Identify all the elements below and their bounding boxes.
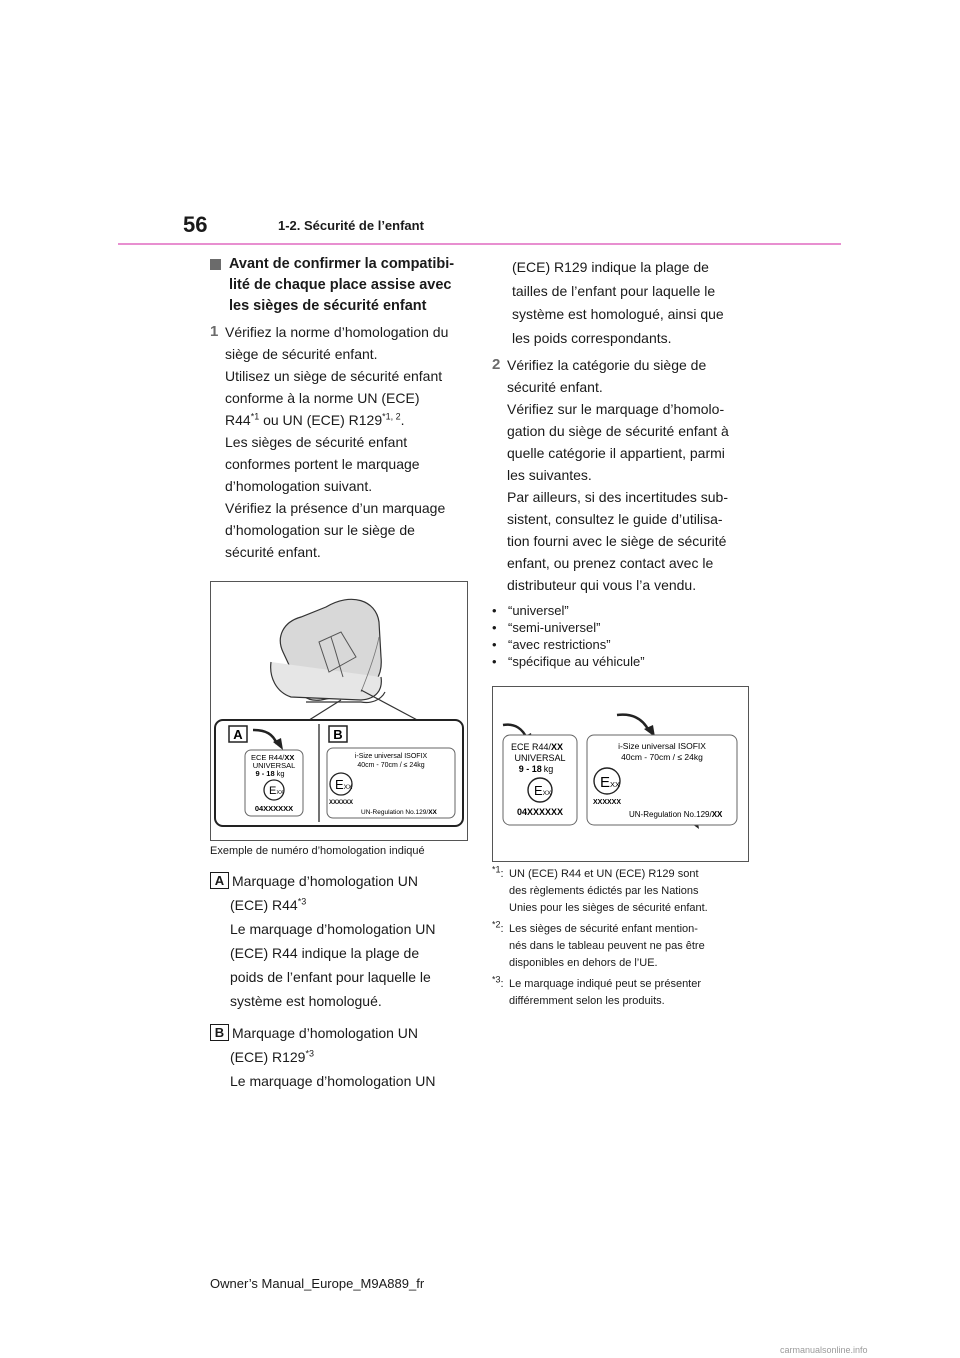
un-regulation-text: UN-Regulation No.129/XX xyxy=(361,809,437,816)
header-rule xyxy=(118,243,841,245)
ece-r44-text: ECE R44/XX xyxy=(511,742,564,752)
subheading-text: Avant de confirmer la compatibi- lité de chaque place assise avec les sièges de sécurité enfant xyxy=(229,256,455,314)
footnotes xyxy=(492,866,754,1010)
letter-a-box: A xyxy=(210,872,229,889)
watermark: carmanualsonline.info xyxy=(780,1345,868,1355)
list-item: • “avec restrictions” xyxy=(492,637,611,652)
subheading xyxy=(210,254,472,317)
step-number: 1 xyxy=(210,323,219,340)
label-a-marker: A xyxy=(233,727,243,742)
approval-label-figure xyxy=(210,581,468,841)
e-mark-large-text: EXX xyxy=(335,777,353,792)
letter-b-box: B xyxy=(210,1024,229,1041)
un-regulation-text: UN-Regulation No.129/XX xyxy=(629,810,723,819)
isize-range-text: 40cm - 70cm / ≤ 24kg xyxy=(357,762,425,769)
figure-caption: Exemple de numéro d’homologation indiqué xyxy=(210,845,425,857)
section-title: 1-2. Sécurité de l’enfant xyxy=(278,218,424,233)
right-column xyxy=(492,256,754,1010)
step-text: Vérifiez la catégorie du siège de sécurité enfant. Vérifiez sur le marquage d’homolo- gation du siège de sécurité enfant à quelle catégorie il appartient, parmi les suivantes. Par ailleurs, si des incertitudes sub- sistent, consultez le guide d’utilisa- tion fourni avec le siège de sécurité enfant, ou prenez contact avec le distributeur qui vous l’a vendu. xyxy=(507,357,729,593)
item-a-text: Marquage d’homologation UN xyxy=(232,873,418,889)
footnote-2: $^{*2}$: Les sièges de sécurité enfant mention- nés dans le tableau peuvent ne pas être disponibles en dehors de l’UE. xyxy=(492,919,705,969)
item-b xyxy=(210,1021,472,1045)
page-number: 56 xyxy=(183,212,208,237)
footnote-1: $^{*1}$: UN (ECE) R44 et UN (ECE) R129 sont des règlements édictés par les Nations Unies pour les sièges de sécurité enfant. xyxy=(492,864,708,914)
approval-label-figure-2 xyxy=(492,686,749,862)
step-number: 2 xyxy=(492,356,501,373)
step-2 xyxy=(492,354,754,596)
isize-title-text: i-Size universal ISOFIX xyxy=(618,741,706,751)
square-bullet-icon xyxy=(210,259,221,270)
approval-number-text: 04XXXXXX xyxy=(254,804,294,813)
ece-r44-text: ECE R44/XX xyxy=(251,753,295,762)
isize-range-text: 40cm - 70cm / ≤ 24kg xyxy=(621,752,703,762)
isize-code-text: XXXXXX xyxy=(329,800,354,806)
approval-number-text: 04XXXXXX xyxy=(516,807,564,817)
weight-text: 9 - 18 kg xyxy=(255,769,285,778)
isize-title-text: i-Size universal ISOFIX xyxy=(354,753,428,760)
universal-text: UNIVERSAL xyxy=(514,753,566,763)
list-item: • “spécifique au véhicule” xyxy=(492,654,645,669)
left-column xyxy=(210,254,472,1093)
e-mark-text: EXX xyxy=(269,785,284,797)
e-mark-text: EXX xyxy=(534,783,552,798)
footnote-3: $^{*3}$: Le marquage indiqué peut se présenter différemment selon les produits. xyxy=(492,974,702,1007)
child-seat-icon xyxy=(271,599,385,702)
weight-text: 9 - 18 kg xyxy=(518,764,554,774)
isize-code-text: XXXXXX xyxy=(593,799,622,806)
category-list xyxy=(492,602,754,670)
universal-text: UNIVERSAL xyxy=(252,761,296,770)
step-1 xyxy=(210,321,472,563)
approval-labels-illustration xyxy=(493,687,749,862)
manual-footer: Owner’s Manual_Europe_M9A889_fr xyxy=(210,1276,425,1291)
child-seat-illustration xyxy=(211,582,468,841)
list-item: • “semi-universel” xyxy=(492,620,601,635)
item-b-text: Marquage d’homologation UN xyxy=(232,1025,418,1041)
item-b-conclusion: (ECE) R129 indique la plage de tailles de l’enfant pour laquelle le système est homologué, ainsi que les poids correspondants. xyxy=(512,259,724,346)
e-mark-large-text: EXX xyxy=(600,774,621,791)
list-item: • “universel” xyxy=(492,603,569,618)
item-b-continued: (ECE) R129$^{*3}$ Le marquage d’homologation UN xyxy=(230,1048,436,1089)
step-text: Vérifiez la norme d’homologation du siège de sécurité enfant. Utilisez un siège de sécurité enfant conforme à la norme UN (ECE) R44$^{*1}$ ou UN (ECE) R129$^{*1, 2}$. Les sièges de sécurité enfant conformes portent le marquage d’homologation suivant. Vérifiez la présence d’un marquage d’homologation sur le siège de sécurité enfant. xyxy=(225,324,449,560)
item-a-continued: (ECE) R44$^{*3}$ Le marquage d’homologation UN (ECE) R44 indique la plage de poids de l’enfant pour laquelle le système est homologué. xyxy=(230,896,436,1009)
item-a xyxy=(210,869,472,893)
label-b-marker: B xyxy=(333,727,343,742)
